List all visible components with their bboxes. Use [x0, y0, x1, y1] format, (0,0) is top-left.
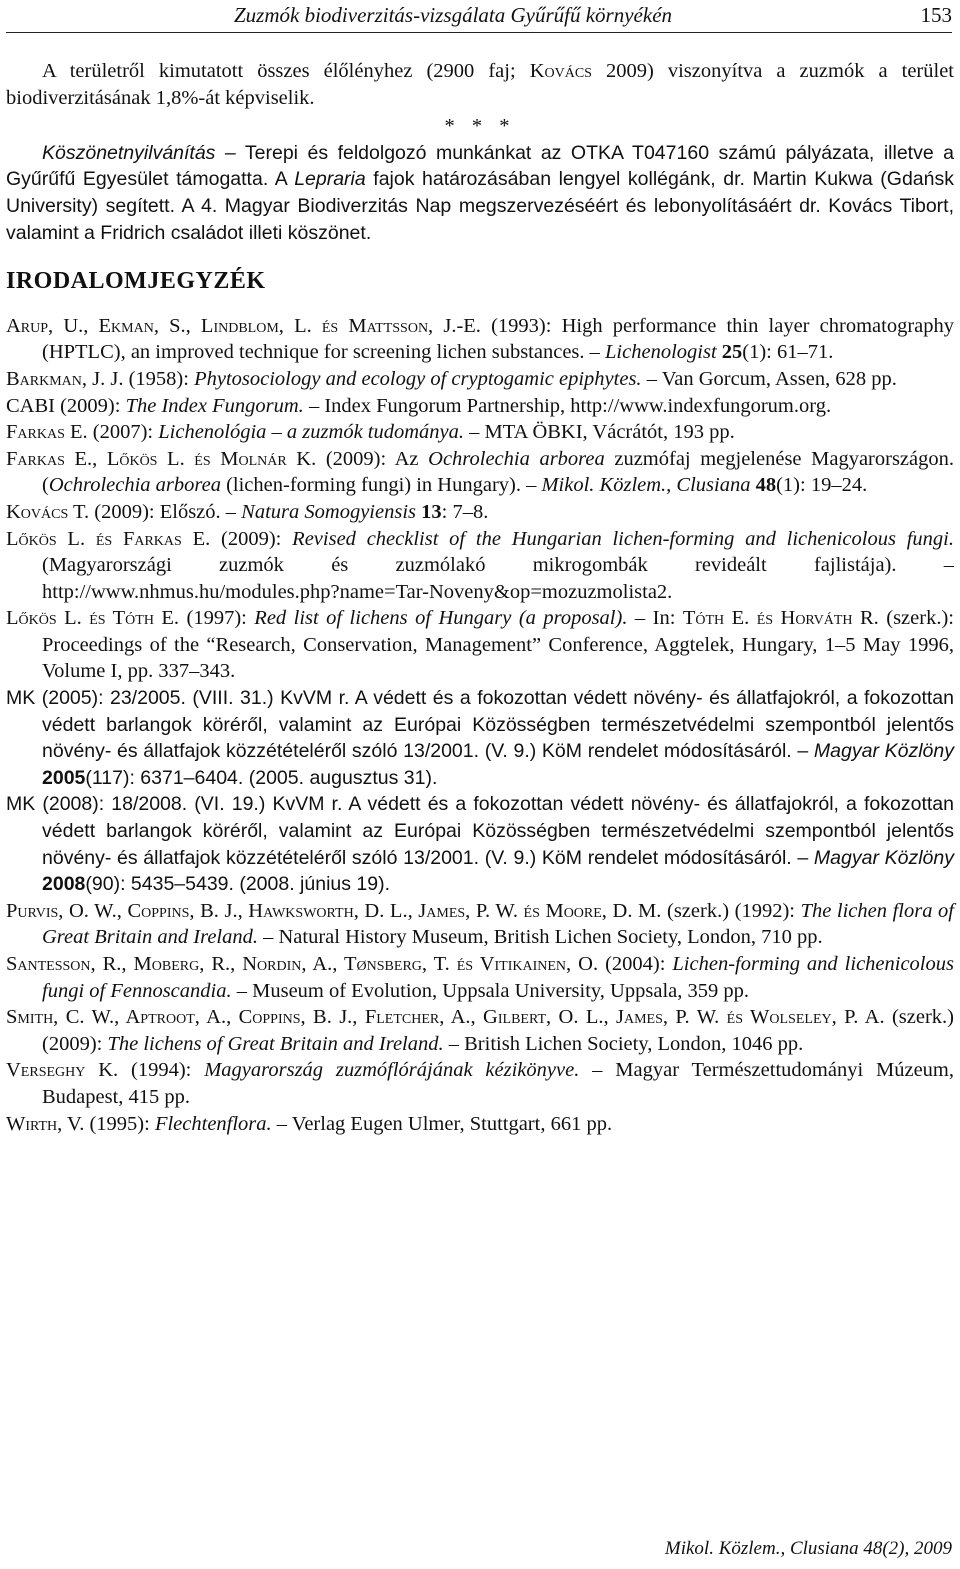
reference-item: Farkas E., Lőkös L. és Molnár K. (2009): Az Ochrolechia arborea zuzmófaj megjelenése Magyarországon. (Ochrolechia arborea (lichen-forming fungi) in Hungary). – Mikol. Közlem., Clusiana 48(1): 19–24. [6, 447, 954, 497]
running-title: Zuzmók biodiverzitás-vizsgálata Gyűrűfű környékén [234, 3, 673, 27]
reference-item: Barkman, J. J. (1958): Phytosociology and ecology of cryptogamic epiphytes. – Van Gorcum, Assen, 628 pp. [6, 367, 897, 390]
main-content [6, 58, 954, 1137]
reference-item: Santesson, R., Moberg, R., Nordin, A., Tønsberg, T. és Vitikainen, O. (2004): Lichen-forming and lichenicolous fungi of Fennoscandia. – Museum of Evolution, Uppsala University, Uppsala, 359 pp. [6, 953, 954, 1002]
reference-item: MK (2008): 18/2008. (VI. 19.) KvVM r. A védett és a fokozottan védett növény- és állatfajokról, a fokozottan védett barlangok köréről, valamint az Európai Közösségben természetvédelmi szempontból jelentős növény- és állatfajok közzétételéről szóló 13/2001. (V. 9.) KöM rendelet módosításáról. – Magyar Közlöny 2008(90): 5435–5439. (2008. június 19). [6, 793, 954, 896]
journal-footer: Mikol. Közlem., Clusiana 48(2), 2009 [664, 1538, 952, 1559]
acknowledgement-paragraph: Köszönetnyilvánítás – Terepi és feldolgozó munkánkat az OTKA T047160 számú pályázata, illetve a Gyűrűfű Egyesület támogatta. A Lepraria fajok határozásában lengyel kollégánk, dr. Martin Kukwa (Gdańsk University) segített. A 4. Magyar Biodiverzitás Nap megszervezéséért és lebonyolításáért dr. Kovács Tibort, valamint a Fridrich családot illeti köszönet. [6, 141, 954, 244]
reference-item: Arup, U., Ekman, S., Lindblom, L. és Mattsson, J.-E. (1993): High performance thin layer chromatography (HPTLC), an improved technique for screening lichen substances. – Lichenologist 25(1): 61–71. [6, 314, 954, 364]
cited-author: Kovács [529, 60, 592, 82]
reference-item: Lőkös L. és Farkas E. (2009): Revised checklist of the Hungarian lichen-forming and lichenicolous fungi. (Magyarországi zuzmók és zuzmólakó mikrogombák revideált fajlistája). – http://www.nhmus.hu/modules.php?name=Tar-Noveny&op=mozuzmolista2. [6, 527, 954, 603]
section-separator: * * * [444, 115, 516, 138]
acknowledgement-label: Köszönetnyilvánítás [42, 141, 216, 164]
references-heading: IRODALOMJEGYZÉK [6, 268, 266, 295]
reference-item: Smith, C. W., Aptroot, A., Coppins, B. J., Fletcher, A., Gilbert, O. L., James, P. W. és Wolseley, P. A. (szerk.) (2009): The lichens of Great Britain and Ireland. – British Lichen Society, London, 1046 pp. [6, 1006, 955, 1055]
intro-paragraph: A területről kimutatott összes élőlényhez (2900 faj; Kovács 2009) viszonyítva a zuzmók a terület biodiverzitásának 1,8%-át képviselik. [6, 60, 954, 109]
running-head [6, 2, 952, 33]
page-number: 153 [920, 3, 952, 27]
reference-item: Kovács T. (2009): Előszó. – Natura Somogyiensis 13: 7–8. [6, 500, 489, 523]
reference-item: Purvis, O. W., Coppins, B. J., Hawksworth, D. L., James, P. W. és Moore, D. M. (szerk.) (1992): The lichen flora of Great Britain and Ireland. – Natural History Museum, British Lichen Society, London, 710 pp. [6, 899, 954, 949]
reference-item: MK (2005): 23/2005. (VIII. 31.) KvVM r. A védett és a fokozottan védett növény- és állatfajokról, a fokozottan védett barlangok köréről, valamint az Európai Közösségben természetvédelmi szempontból jelentős növény- és állatfajok közzétételéről szóló 13/2001. (V. 9.) KöM rendelet módosításáról. – Magyar Közlöny 2005(117): 6371–6404. (2005. augusztus 31). [6, 687, 954, 789]
reference-item: Farkas E. (2007): Lichenológia – a zuzmók tudománya. – MTA ÖBKI, Vácrátót, 193 pp. [6, 421, 735, 444]
reference-item: Lőkös L. és Tóth E. (1997): Red list of lichens of Hungary (a proposal). – In: Tóth E. és Horváth R. (szerk.): Proceedings of the “Research, Conservation, Management” Conference, Aggtelek, Hungary, 1–5 May 1996, Volume I, pp. 337–343. [6, 607, 954, 683]
reference-item: Verseghy K. (1994): Magyarország zuzmóflórájának kézikönyve. – Magyar Természettudományi Múzeum, Budapest, 415 pp. [6, 1059, 954, 1108]
reference-item: Wirth, V. (1995): Flechtenflora. – Verlag Eugen Ulmer, Stuttgart, 661 pp. [6, 1112, 613, 1135]
reference-item: CABI (2009): The Index Fungorum. – Index Fungorum Partnership, http://www.indexfungorum.org. [6, 394, 832, 417]
reference-list [6, 313, 954, 1137]
